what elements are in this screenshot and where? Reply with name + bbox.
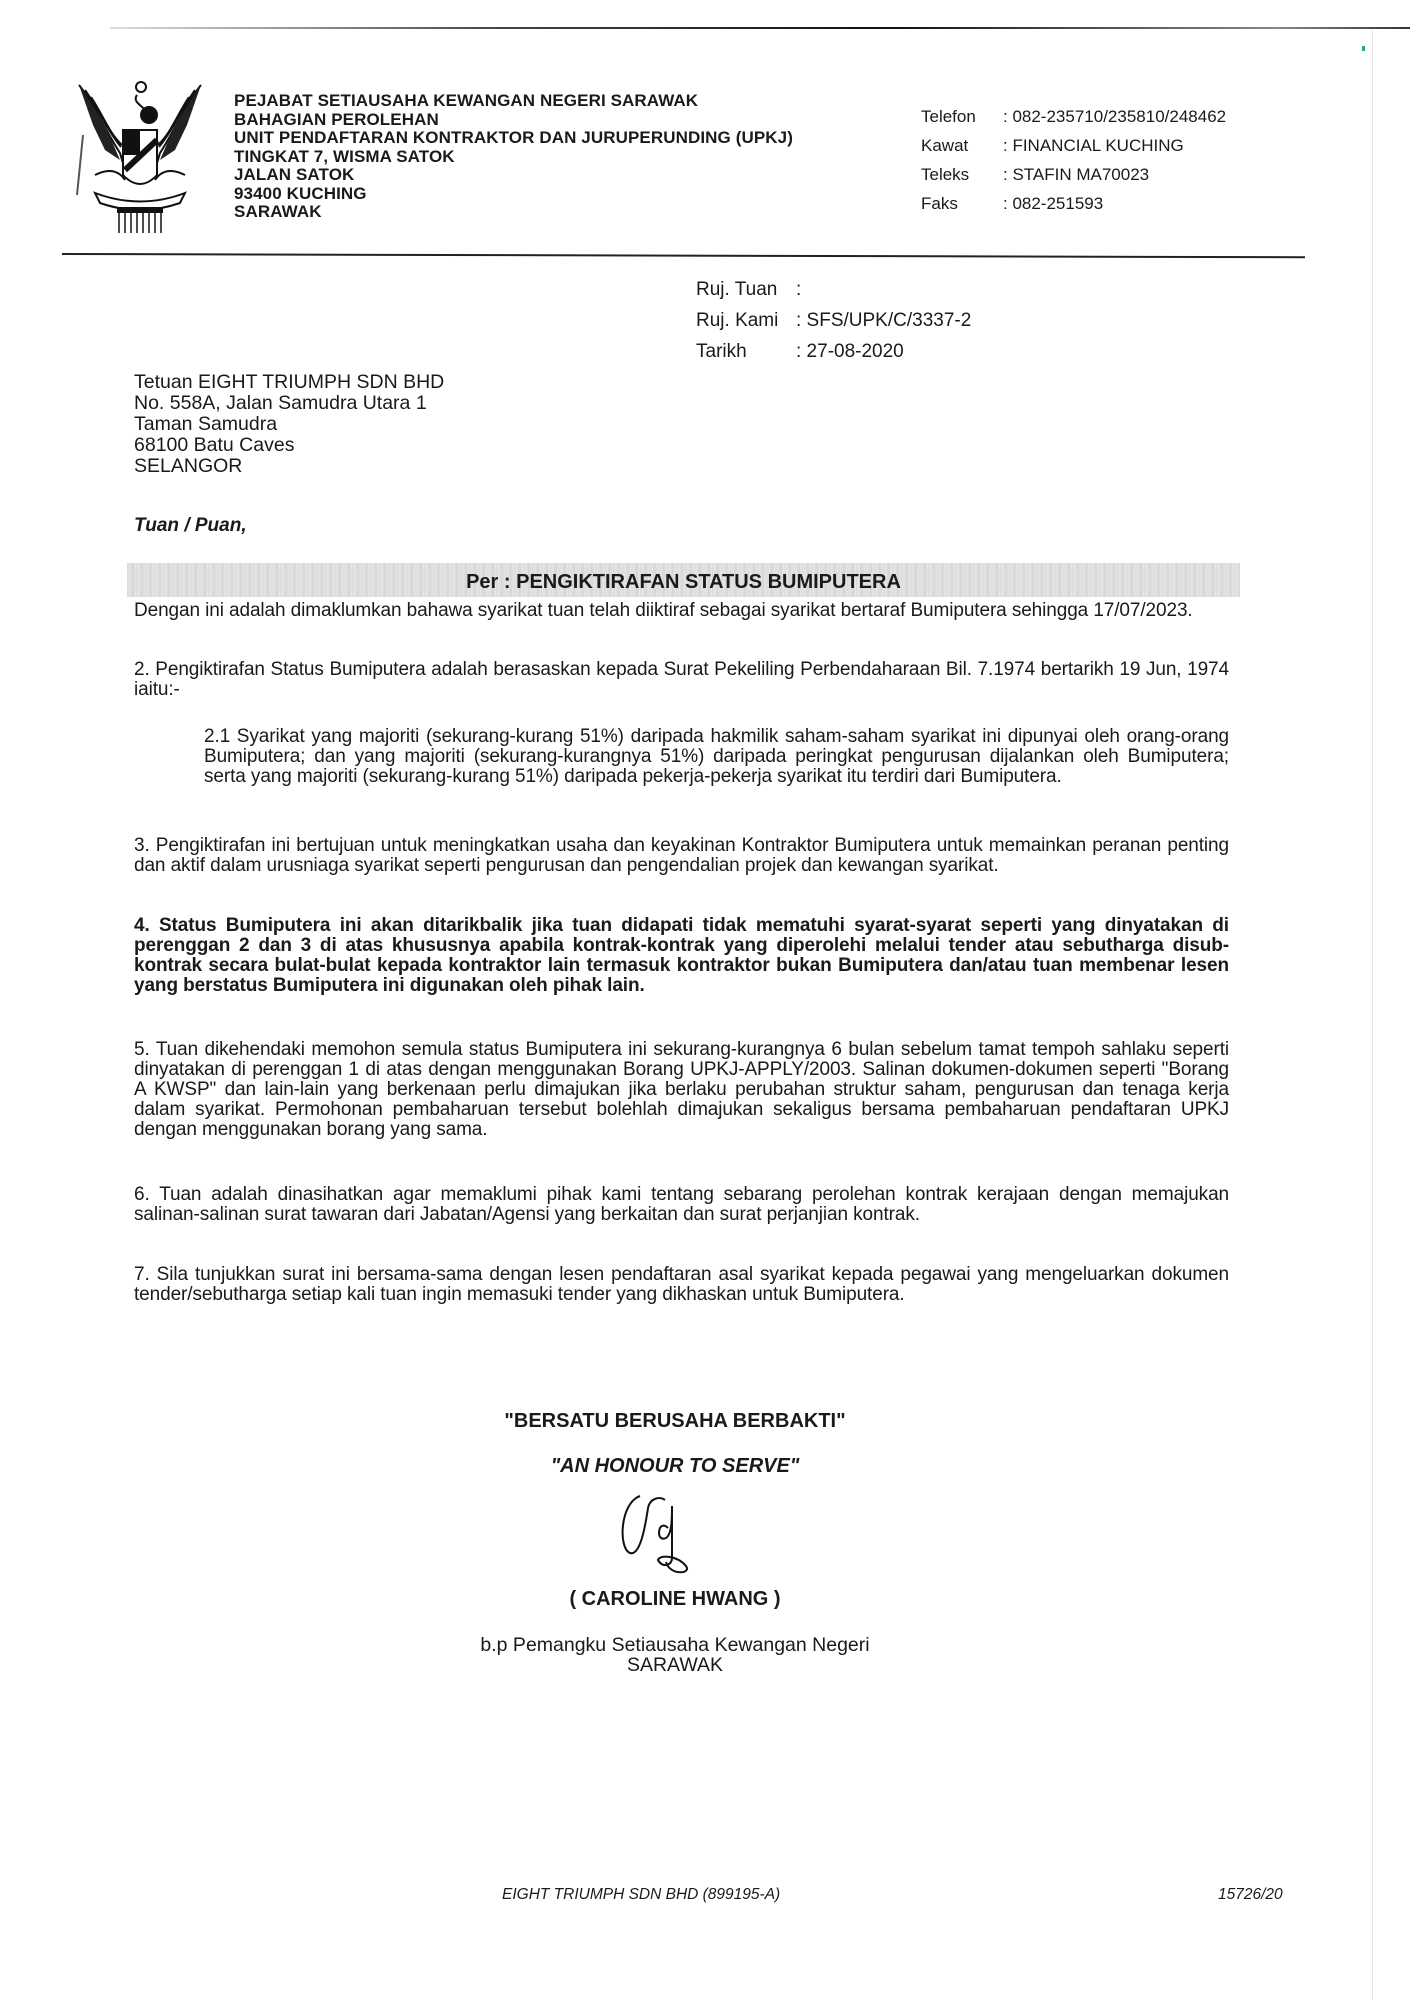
contact-block <box>921 102 1226 218</box>
org-line: JALAN SATOK <box>234 165 355 184</box>
org-line: BAHAGIAN PEROLEHAN <box>234 109 439 129</box>
org-line: TINGKAT 7, WISMA SATOK <box>234 146 455 166</box>
org-line: SARAWAK <box>234 202 322 221</box>
contact-kawat <box>921 131 1226 160</box>
address-line: No. 558A, Jalan Samudra Utara 1 <box>134 392 427 414</box>
paragraph-7: 7. Sila tunjukkan surat ini bersama-sama dengan lesen pendaftaran asal syarikat kepada pegawai yang mengeluarkan dokumen tender/sebutharga setiap kali tuan ingin memasuki tender yang dikhaskan untuk Bumiputera. <box>134 1264 1229 1305</box>
paragraph-5: 5. Tuan dikehendaki memohon semula status Bumiputera ini sekurang-kurangnya 6 bulan sebelum tamat tempoh sahlaku seperti dinyatakan di perenggan 1 di atas dengan menggunakan Borang UPKJ-APPLY/2003. Salinan dokumen-dokumen seperti "Borang A KWSP" dan lain-lain yang berkenaan perlu dimajukan jika berlaku perubahan struktur saham, pengurusan dan tenaga kerja dalam syarikat. Permohonan pembaharuan tersebut bolehlah dimajukan sekaligus bersama pembaharuan pendaftaran UPKJ dengan menggunakan borang yang sama. <box>134 1039 1229 1140</box>
contact-label: Faks <box>921 194 958 213</box>
paragraph-6: 6. Tuan adalah dinasihatkan agar memaklumi pihak kami tentang sebarang perolehan kontrak kerajaan dengan memajukan salinan-salinan surat tawaran dari Jabatan/Agensi yang berkaitan dan surat perjanjian kontrak. <box>134 1184 1229 1225</box>
subject-line: Per : PENGIKTIRAFAN STATUS BUMIPUTERA <box>466 571 901 593</box>
motto-english: "AN HONOUR TO SERVE" <box>550 1455 800 1477</box>
footer-company: EIGHT TRIUMPH SDN BHD (899195-A) <box>502 1886 781 1903</box>
contact-value: : 082-235710/235810/248462 <box>1003 107 1227 126</box>
org-line: UNIT PENDAFTARAN KONTRAKTOR DAN JURUPERUNDING (UPKJ) <box>234 128 793 147</box>
sarawak-crest-icon <box>75 75 205 235</box>
paragraph-3: 3. Pengiktirafan ini bertujuan untuk meningkatkan usaha dan keyakinan Kontraktor Bumiputera untuk memainkan peranan penting dan aktif dalam urusniaga syarikat seperti pengurusan dan pengendalian projek dan kewangan syarikat. <box>134 835 1229 876</box>
reference-block <box>696 274 971 367</box>
ref-label: Ruj. Kami <box>696 310 779 331</box>
contact-teleks <box>921 160 1226 189</box>
organization-block <box>234 92 793 222</box>
org-line: 93400 KUCHING <box>234 183 367 203</box>
paragraph-4: 4. Status Bumiputera ini akan ditarikbalik jika tuan didapati tidak mematuhi syarat-syarat seperti yang dinyatakan di perenggan 2 dan 3 di atas khususnya apabila kontrak-kontrak yang diperolehi melalui tender atau sebutharga disub-kontrak secara bulat-bulat kepada kontraktor lain termasuk kontraktor bukan Bumiputera dan/atau tuan membenar lesen yang berstatus Bumiputera ini digunakan oleh pihak lain. <box>134 915 1229 996</box>
address-line: 68100 Batu Caves <box>134 434 295 456</box>
ref-label: Ruj. Tuan <box>696 279 778 300</box>
signature-icon <box>600 1488 720 1578</box>
address-line: Taman Samudra <box>134 413 278 435</box>
ref-value: : 27-08-2020 <box>796 341 904 362</box>
ref-date <box>696 336 971 367</box>
paragraph-2-1: 2.1 Syarikat yang majoriti (sekurang-kurang 51%) daripada hakmilik saham-saham syarikat ini dipunyai oleh orang-orang Bumiputera; dan yang majoriti (sekurang-kurangnya 51%) daripada peringkat pengurusan dijalankan oleh Bumiputera; serta yang majoriti (sekurang-kurang 51%) daripada pekerja-pekerja syarikat itu terdiri dari Bumiputera. <box>204 726 1229 787</box>
ref-your <box>696 274 971 305</box>
recipient-address <box>134 372 444 477</box>
contact-telefon <box>921 102 1226 131</box>
address-line: Tetuan EIGHT TRIUMPH SDN BHD <box>134 371 445 393</box>
contact-label: Kawat <box>921 136 969 155</box>
contact-faks <box>921 189 1226 218</box>
scan-mark <box>1362 46 1365 51</box>
contact-label: Telefon <box>921 107 976 126</box>
scan-right-edge <box>1372 30 1373 2000</box>
address-line: SELANGOR <box>134 455 243 477</box>
paragraph-1: Dengan ini adalah dimaklumkan bahawa syarikat tuan telah diiktiraf sebagai syarikat bertaraf Bumiputera sehingga 17/07/2023. <box>134 600 1193 621</box>
designation-line: b.p Pemangku Setiausaha Kewangan Negeri <box>480 1634 870 1656</box>
ref-value: : SFS/UPK/C/3337-2 <box>796 310 972 331</box>
ref-our <box>696 305 971 336</box>
signer-name: ( CAROLINE HWANG ) <box>569 1588 781 1610</box>
contact-value: : 082-251593 <box>1003 194 1104 213</box>
scan-top-edge <box>110 27 1410 29</box>
contact-value: : STAFIN MA70023 <box>1003 165 1150 184</box>
ref-value: : <box>796 279 802 300</box>
contact-label: Teleks <box>921 165 970 184</box>
salutation: Tuan / Puan, <box>134 515 247 536</box>
designation-line: SARAWAK <box>626 1654 724 1676</box>
paragraph-2: 2. Pengiktirafan Status Bumiputera adalah berasaskan kepada Surat Pekeliling Perbendaharaan Bil. 7.1974 bertarikh 19 Jun, 1974 iaitu:- <box>134 659 1229 700</box>
motto-malay: "BERSATU BERUSAHA BERBAKTI" <box>504 1410 846 1432</box>
header-divider <box>62 253 1305 258</box>
contact-value: : FINANCIAL KUCHING <box>1003 136 1184 155</box>
signer-designation <box>400 1635 950 1675</box>
org-line: PEJABAT SETIAUSAHA KEWANGAN NEGERI SARAWAK <box>234 91 699 110</box>
ref-label: Tarikh <box>696 341 747 362</box>
footer-reference: 15726/20 <box>1218 1886 1283 1903</box>
